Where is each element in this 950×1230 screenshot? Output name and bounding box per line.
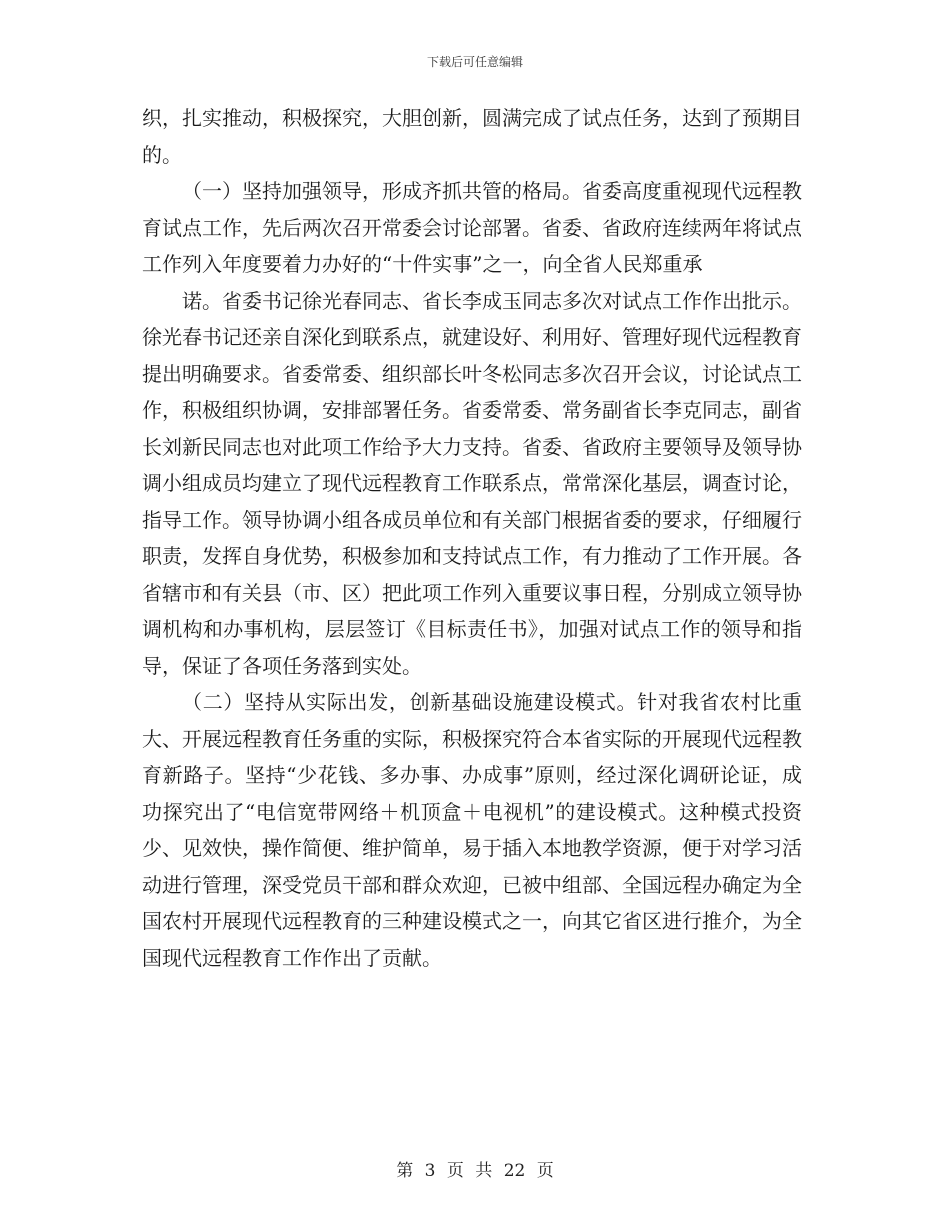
document-body: [142, 100, 802, 976]
paragraph-continuation: 织，扎实推动，积极探究，大胆创新，圆满完成了试点任务，达到了预期目的。: [142, 106, 802, 167]
paragraph-section-1: （一）坚持加强领导，形成齐抓共管的格局。省委高度重视现代远程教育试点工作，先后两次召开常委会讨论部署。省委、省政府连续两年将试点工作列入年度要着力办好的“十件实事”之一，向全省人民郑重承: [142, 179, 802, 276]
page-footer: 第 3 页 共 22 页: [396, 1161, 554, 1181]
paragraph-section-1-continued: 诺。省委书记徐光春同志、省长李成玉同志多次对试点工作作出批示。徐光春书记还亲自深化到联系点，就建设好、利用好、管理好现代远程教育提出明确要求。省委常委、组织部长叶冬松同志多次召开会议，讨论试点工作，积极组织协调，安排部署任务。省委常委、常务副省长李克同志，副省长刘新民同志也对此项工作给予大力支持。省委、省政府主要领导及领导协调小组成员均建立了现代远程教育工作联系点，常常深化基层，调查讨论，指导工作。领导协调小组各成员单位和有关部门根据省委的要求，仔细履行职责，发挥自身优势，积极参加和支持试点工作，有力推动了工作开展。各省辖市和有关县（市、区）把此项工作列入重要议事日程，分别成立领导协调机构和办事机构，层层签订《目标责任书》，加强对试点工作的领导和指导，保证了各项任务落到实处。: [142, 288, 802, 678]
page-header: 下载后可任意编辑: [426, 55, 523, 69]
paragraph-section-2: （二）坚持从实际出发，创新基础设施建设模式。针对我省农村比重大、开展远程教育任务重的实际，积极探究符合本省实际的开展现代远程教育新路子。坚持“少花钱、多办事、办成事”原则，经过深化调研论证，成功探究出了“电信宽带网络＋机顶盒＋电视机”的建设模式。这种模式投资少、见效快，操作简便、维护简单，易于插入本地教学资源，便于对学习活动进行管理，深受党员干部和群众欢迎，已被中组部、全国远程办确定为全国农村开展现代远程教育的三种建设模式之一，向其它省区进行推介，为全国现代远程教育工作作出了贡献。: [142, 690, 802, 970]
